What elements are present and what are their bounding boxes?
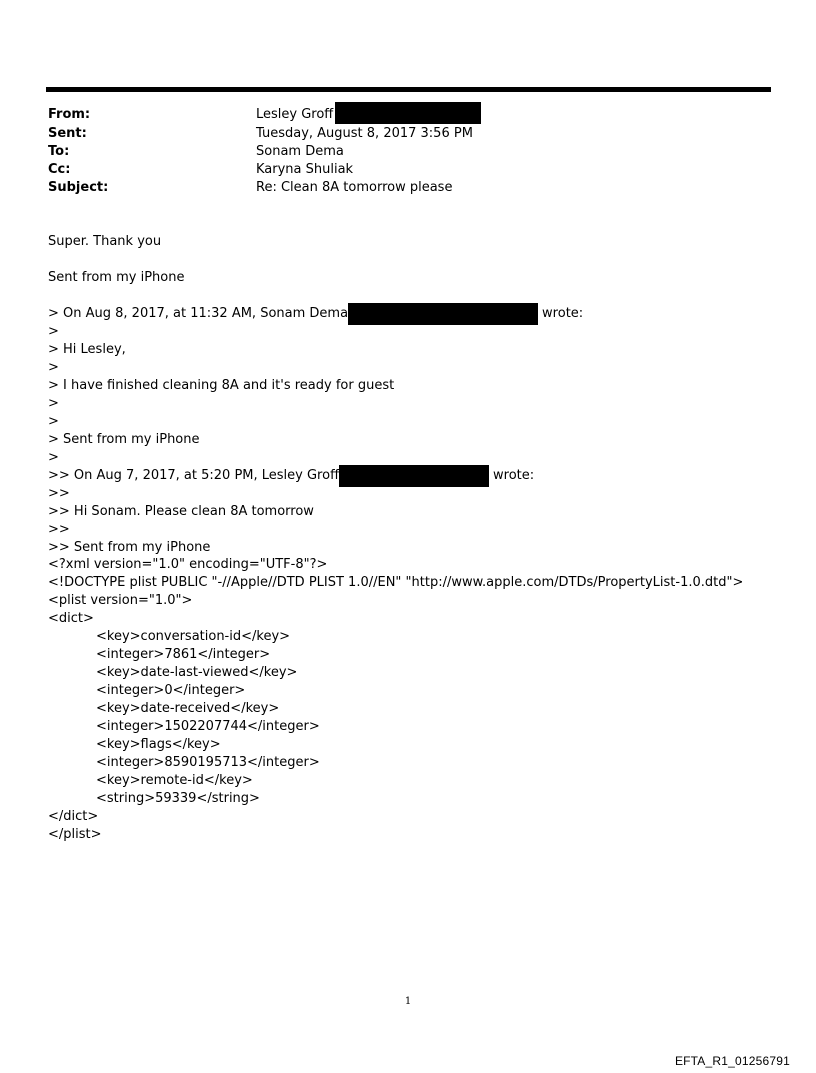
dict-close-tag: </dict> [48, 809, 99, 824]
nested-quote-header-line [48, 467, 534, 485]
redaction-box [335, 102, 481, 124]
quote-line: > I have finished cleaning 8A and it's ready for guest [48, 378, 395, 393]
plist-doctype: <!DOCTYPE plist PUBLIC "-//Apple//DTD PLIST 1.0//EN" "http://www.apple.com/DTDs/PropertyList-1.0.dtd"> [48, 575, 744, 590]
quote-line: > [48, 396, 59, 411]
nested-quote-header-wrote: wrote: [493, 468, 535, 483]
signature-line: Sent from my iPhone [48, 270, 185, 285]
from-label: From: [48, 107, 91, 122]
sent-value: Tuesday, August 8, 2017 3:56 PM [256, 126, 473, 141]
plist-entry: <integer>7861</integer> [96, 647, 271, 662]
cc-value: Karyna Shuliak [256, 162, 354, 177]
quote-line: >> [48, 486, 70, 501]
nested-quote-header-text: >> On Aug 7, 2017, at 5:20 PM, Lesley Groff [48, 468, 340, 483]
bates-number: EFTA_R1_01256791 [674, 1054, 790, 1068]
page-number: 1 [404, 996, 412, 1007]
quote-line: >> [48, 522, 70, 537]
body-line: Super. Thank you [48, 234, 162, 249]
quote-line: >> Hi Sonam. Please clean 8A tomorrow [48, 504, 314, 519]
sent-row [48, 125, 768, 143]
quote-line: >> Sent from my iPhone [48, 540, 211, 555]
from-value [256, 106, 481, 124]
plist-open-tag: <plist version="1.0"> [48, 593, 193, 608]
to-value: Sonam Dema [256, 144, 344, 159]
to-row [48, 143, 768, 161]
quote-header-text: > On Aug 8, 2017, at 11:32 AM, Sonam Dema [48, 306, 349, 321]
quote-line: > [48, 324, 59, 339]
sent-label: Sent: [48, 126, 87, 141]
plist-entry: <key>date-last-viewed</key> [96, 665, 298, 680]
plist-entry: <integer>8590195713</integer> [96, 755, 320, 770]
quote-header-line [48, 305, 583, 323]
quote-line: > Hi Lesley, [48, 342, 126, 357]
plist-entry: <string>59339</string> [96, 791, 260, 806]
plist-entry: <key>flags</key> [96, 737, 221, 752]
plist-entry: <key>date-received</key> [96, 701, 280, 716]
quote-line: > Sent from my iPhone [48, 432, 200, 447]
quote-header-wrote: wrote: [542, 306, 584, 321]
dict-open-tag: <dict> [48, 611, 94, 626]
quote-line: > [48, 450, 59, 465]
subject-label: Subject: [48, 180, 109, 195]
subject-value: Re: Clean 8A tomorrow please [256, 180, 453, 195]
quote-line: > [48, 414, 59, 429]
redaction-box [348, 303, 538, 325]
plist-entry: <integer>1502207744</integer> [96, 719, 320, 734]
plist-entry: <key>conversation-id</key> [96, 629, 291, 644]
plist-entry: <integer>0</integer> [96, 683, 246, 698]
subject-row [48, 179, 768, 197]
redaction-box [339, 465, 489, 487]
plist-entry: <key>remote-id</key> [96, 773, 253, 788]
header-rule [46, 87, 771, 92]
from-name: Lesley Groff [256, 107, 334, 122]
plist-close-tag: </plist> [48, 827, 102, 842]
cc-label: Cc: [48, 162, 71, 177]
quote-line: > [48, 360, 59, 375]
from-row [48, 106, 768, 124]
cc-row [48, 161, 768, 179]
xml-declaration: <?xml version="1.0" encoding="UTF-8"?> [48, 557, 328, 572]
to-label: To: [48, 144, 70, 159]
